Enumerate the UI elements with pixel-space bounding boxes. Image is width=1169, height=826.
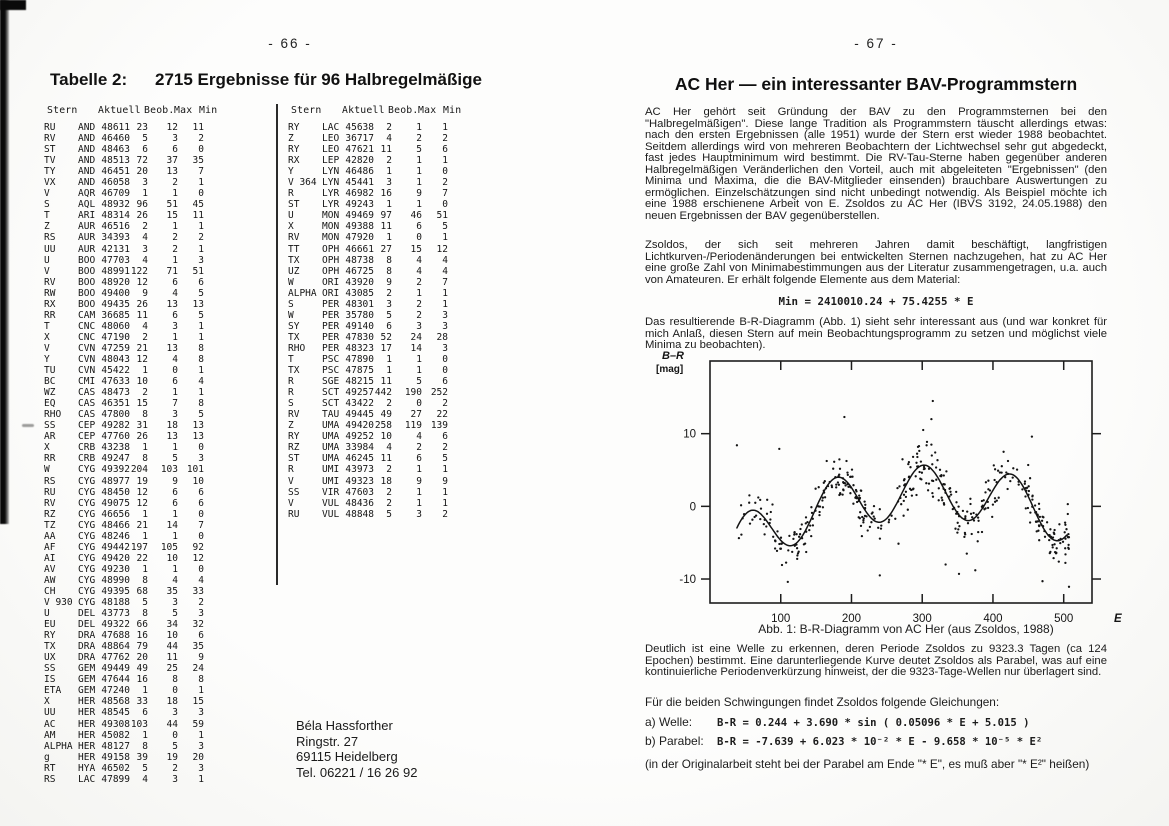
- paragraph-diagram: Das resultierende B-R-Diagramm (Abb. 1) sieht sehr interessant aus (und war konkret für mich Anlaß, diesen Stern auf mein Beobachtungsprogramm zu setzen und möglichst viele Minima zu beobachten).: [645, 316, 1107, 352]
- table-row: TY AND 46451 20 13 7: [44, 166, 204, 178]
- table-row: WZ CAS 48473 2 1 1: [44, 387, 204, 399]
- table-row: AF CYG 49442 197 105 92: [44, 541, 204, 553]
- table-row: U BOO 47703 4 1 3: [44, 254, 204, 266]
- table-row: T ARI 48314 26 15 11: [44, 210, 204, 222]
- table-row: RY DRA 47688 16 10 6: [44, 630, 204, 642]
- table-row: V 930 CYG 48188 5 3 2: [44, 597, 204, 609]
- x-axis-title: E: [1114, 613, 1122, 625]
- table-row: R UMI 43973 2 1 1: [288, 464, 448, 476]
- table-row: RY UMA 49252 10 4 6: [288, 431, 448, 443]
- author-contact-block: [296, 718, 417, 780]
- y-axis-title: B–R: [662, 350, 685, 362]
- column-header-aktuell: Aktuell: [98, 105, 141, 116]
- contact-line: 69115 Heidelberg: [296, 749, 398, 764]
- table-row: UX DRA 47762 20 11 9: [44, 652, 204, 664]
- table-row: R SGE 48215 11 5 6: [288, 376, 448, 388]
- table-row: RT HYA 46502 5 2 3: [44, 762, 204, 774]
- scan-edge-artifact-corner: [0, 0, 26, 10]
- table-row: V BOO 48991 122 71 51: [44, 265, 204, 277]
- table-row: RU VUL 48848 5 3 2: [288, 508, 448, 520]
- star-table-right-column: [288, 105, 463, 520]
- table-row: RR CRB 49247 8 5 3: [44, 453, 204, 465]
- column-header-beob: Beob.: [144, 105, 175, 116]
- table-row: Z LEO 36717 4 2 2: [288, 133, 448, 145]
- table-row: RR CAM 36685 11 6 5: [44, 309, 204, 321]
- column-header-beob: Beob.: [388, 105, 419, 116]
- column-header-min: Min: [199, 105, 218, 116]
- table-row: EQ CAS 46351 15 7 8: [44, 398, 204, 410]
- x-tick-label: 100: [771, 613, 791, 625]
- table-row: UU HER 48545 6 3 3: [44, 707, 204, 719]
- page-66: [30, 0, 570, 826]
- table-row: UU AUR 42131 3 2 1: [44, 243, 204, 255]
- table-row: RHO PER 48323 17 14 3: [288, 342, 448, 354]
- equation-wave-label: a) Welle:: [645, 715, 693, 729]
- table-row: RW BOO 49400 9 4 5: [44, 287, 204, 299]
- paragraph-zsoldos: Zsoldos, der sich seit mehreren Jahren damit beschäftigt, langfristigen Lichtkurven-/Periodenänderungen bei entwickelten Sternen nachzugehen, hat zu AC Her eine große Zahl von Minimabestimmungen aus der Literatur zusammengetragen, u.a. auch von Amateuren. Er erhält folgende Elemente aus dem Material:: [645, 239, 1107, 286]
- table-row: AV CYG 49230 1 1 0: [44, 563, 204, 575]
- scatter-points: [736, 400, 1070, 588]
- plot-frame: [710, 361, 1092, 603]
- erratum-note: (in der Originalarbeit steht bei der Parabel am Ende "* E", es muß aber "* E²" heißen): [645, 757, 1090, 771]
- contact-line: Tel. 06221 / 16 26 92: [296, 764, 418, 780]
- table-row: S PER 48301 3 2 1: [288, 298, 448, 310]
- table-row: TU CVN 45422 1 0 1: [44, 365, 204, 377]
- table-row: RHO CAS 47800 8 3 5: [44, 409, 204, 421]
- column-header-aktuell: Aktuell: [342, 105, 385, 116]
- table-row: AR CEP 47760 26 13 13: [44, 431, 204, 443]
- page-number: - 67 -: [854, 36, 898, 51]
- table-row: ALPHA ORI 43085 2 1 1: [288, 287, 448, 299]
- table-row: Y CVN 48043 12 4 8: [44, 353, 204, 365]
- table-row: RS LAC 47899 4 3 1: [44, 773, 204, 785]
- contact-line: Béla Hassforther: [296, 718, 393, 733]
- ephemeris-formula: Min = 2410010.24 + 75.4255 * E: [778, 295, 974, 308]
- table-row: AI CYG 49420 22 10 12: [44, 552, 204, 564]
- x-tick-label: 300: [912, 613, 932, 625]
- table-row: T CNC 48060 4 3 1: [44, 320, 204, 332]
- table-row: U DEL 43773 8 5 3: [44, 608, 204, 620]
- y-tick-label: 10: [683, 428, 696, 441]
- column-header-max: Max: [418, 105, 437, 116]
- table-row: V UMI 49323 18 9 9: [288, 475, 448, 487]
- column-header-max: Max: [174, 105, 193, 116]
- y-tick-label: 0: [689, 501, 696, 514]
- table-row: SY PER 49140 6 3 3: [288, 320, 448, 332]
- table-row: U MON 49469 97 46 51: [288, 210, 448, 222]
- table-row: V 364 LYN 45441 3 1 2: [288, 177, 448, 189]
- table-row: EU DEL 49322 66 34 32: [44, 619, 204, 631]
- y-tick-label: -10: [679, 574, 696, 587]
- table-row: R SCT 49257 442 190 252: [288, 387, 448, 399]
- table-row: VX AND 46058 3 2 1: [44, 177, 204, 189]
- table-row: S SCT 43422 2 0 2: [288, 398, 448, 410]
- table-row: S AQL 48932 96 51 45: [44, 199, 204, 211]
- table-row: RX BOO 49435 26 13 13: [44, 298, 204, 310]
- contact-line: Ringstr. 27: [296, 733, 359, 749]
- table-row: V AQR 46709 1 1 0: [44, 188, 204, 200]
- table-row: g HER 49158 39 19 20: [44, 751, 204, 763]
- table-row: Z UMA 49420 258 119 139: [288, 420, 448, 432]
- table-row: ETA GEM 47240 1 0 1: [44, 685, 204, 697]
- y-axis-unit: [mag]: [656, 364, 684, 375]
- table-row: W PER 35780 5 2 3: [288, 309, 448, 321]
- table-row: RV AND 46460 5 3 2: [44, 133, 204, 145]
- table-row: RZ UMA 33984 4 2 2: [288, 442, 448, 454]
- table-row: IS GEM 47644 16 8 8: [44, 674, 204, 686]
- table-row: AA CYG 48246 1 1 0: [44, 530, 204, 542]
- paragraph-intro: AC Her gehört seit Gründung der BAV zu den Programmsternen bei den "Halbregelmäßigen". Diese lange Tradition als Programmstern täuscht allerdings etwas: nach den ersten Ergebnissen (alle 1951) wurde der Stern erst wieder 1988 beobachtet. Seitdem allerdings wird von mehreren Beobachtern der Lichtwechsel sehr gut abgedeckt, fast jedes Hauptminimum wird bestimmt. Die RV-Tau-Sterne haben gegenüber anderen Halbregelmäßigen Veränderlichen den Vorteil, auch mit abgeleiteten "Ergebnissen" (den Minima und Maxima, die die BAV-Mitglieder einsenden) brauchbare Auswertungen zu ermöglichen. Einzelschätzungen sind nicht unbedingt notwendig. Als Beispiel möchte ich eine 1988 erschienene Arbeit von E. Zsoldos zu AC Her (IBVS 3192, 24.05.1988) den neuen Ergebnissen der BAV gegenüberstellen.: [645, 106, 1107, 222]
- table-row: RZ CYG 46656 1 1 0: [44, 508, 204, 520]
- star-table-left-column: [44, 105, 219, 785]
- table-row: R LYR 46982 16 9 7: [288, 188, 448, 200]
- br-diagram-chart: [640, 348, 1125, 643]
- table-row: AW CYG 48990 8 4 4: [44, 574, 204, 586]
- table-row: TX PSC 47875 1 1 0: [288, 365, 448, 377]
- paragraph-wave: Deutlich ist eine Welle zu erkennen, deren Periode Zsoldos zu 9323.3 Tagen (ca 124 Epochen) bestimmt. Eine darunterliegende Kurve deutet Zsoldos als Parabel, was auf eine kontinuierliche Periodenverkürzung hinweist, der die 9323-Tage-Wellen nur überlagert sind.: [645, 643, 1107, 679]
- table-row: SS GEM 49449 49 25 24: [44, 663, 204, 675]
- table-row: AC HER 49308 103 44 59: [44, 718, 204, 730]
- table-row: ST AND 48463 6 6 0: [44, 144, 204, 156]
- table-row: X CNC 47190 2 1 1: [44, 331, 204, 343]
- table-row: X CRB 43238 1 1 0: [44, 442, 204, 454]
- page-number: - 66 -: [268, 36, 312, 51]
- table-row: Z AUR 46516 2 1 1: [44, 221, 204, 233]
- equation-parabola-label: b) Parabel:: [645, 734, 704, 748]
- table-row: RY LAC 45638 2 1 1: [288, 122, 448, 133]
- x-tick-label: 400: [983, 613, 1003, 625]
- table-row: V VUL 48436 2 1 1: [288, 497, 448, 509]
- x-tick-label: 500: [1054, 613, 1074, 625]
- table-row: T PSC 47890 1 1 0: [288, 353, 448, 365]
- table-row: UZ OPH 46725 8 4 4: [288, 265, 448, 277]
- equation-parabola: [645, 734, 1107, 748]
- table-row: RX LEP 42820 2 1 1: [288, 155, 448, 167]
- table-row: W ORI 43920 9 2 7: [288, 276, 448, 288]
- table-header: [44, 105, 219, 122]
- figure-caption: Abb. 1: B-R-Diagramm von AC Her (aus Zsoldos, 1988): [758, 622, 1054, 636]
- table-row: TX DRA 48864 79 44 35: [44, 641, 204, 653]
- x-tick-label: 200: [841, 613, 862, 625]
- table-title-text: 2715 Ergebnisse für 96 Halbregelmäßige: [155, 70, 482, 89]
- table-row: TX OPH 48738 8 4 4: [288, 254, 448, 266]
- fit-curve: [737, 465, 1067, 546]
- table-title-label: Tabelle 2:: [50, 70, 128, 89]
- equation-wave: [645, 715, 1107, 729]
- table-row: RS AUR 34393 4 2 2: [44, 232, 204, 244]
- table-row: RV BOO 48920 12 6 6: [44, 276, 204, 288]
- table-row: RS CYG 48977 19 9 10: [44, 475, 204, 487]
- table-row: RV CYG 49075 12 6 6: [44, 497, 204, 509]
- table-row: RU AND 48611 23 12 11: [44, 122, 204, 133]
- table-row: TX PER 47830 52 24 28: [288, 331, 448, 343]
- equation-wave-text: B-R = 0.244 + 3.690 * sin ( 0.05096 * E + 5.015 ): [717, 717, 1030, 729]
- table-row: TZ CYG 48466 21 14 7: [44, 519, 204, 531]
- table-row: X MON 49388 11 6 5: [288, 221, 448, 233]
- table-header: [288, 105, 463, 122]
- table-row: BC CMI 47633 10 6 4: [44, 376, 204, 388]
- table-row: W CYG 49392 204 103 101: [44, 464, 204, 476]
- table-row: ALPHA HER 48127 8 5 3: [44, 740, 204, 752]
- table-row: SS CEP 49282 31 18 13: [44, 420, 204, 432]
- table-row: V CVN 47259 21 13 8: [44, 342, 204, 354]
- table-row: RV TAU 49445 49 27 22: [288, 409, 448, 421]
- equation-parabola-text: B-R = -7.639 + 6.023 * 10⁻² * E - 9.658 * 10⁻⁵ * E²: [717, 736, 1043, 748]
- table-row: Y LYN 46486 1 1 0: [288, 166, 448, 178]
- table-column-divider: [276, 104, 278, 585]
- column-header-min: Min: [443, 105, 462, 116]
- column-header-stern: Stern: [291, 105, 322, 116]
- table-row: TV AND 48513 72 37 35: [44, 155, 204, 167]
- table-row: RY LEO 47621 11 5 6: [288, 144, 448, 156]
- table-row: ST UMA 46245 11 6 5: [288, 453, 448, 465]
- table-row: ST LYR 49243 1 1 0: [288, 199, 448, 211]
- table-row: SS VIR 47603 2 1 1: [288, 486, 448, 498]
- table-row: CH CYG 49395 68 35 33: [44, 585, 204, 597]
- table-row: AM HER 45082 1 0 1: [44, 729, 204, 741]
- table-row: RU CYG 48450 12 6 6: [44, 486, 204, 498]
- scan-edge-artifact-left: [0, 0, 9, 524]
- column-header-stern: Stern: [47, 105, 78, 116]
- article-title: AC Her — ein interessanter BAV-Programmstern: [674, 74, 1078, 94]
- table-row: TT OPH 46661 27 15 12: [288, 243, 448, 255]
- table-row: X HER 48568 33 18 15: [44, 696, 204, 708]
- paragraph-equations-intro: Für die beiden Schwingungen findet Zsoldos folgende Gleichungen:: [645, 695, 1000, 709]
- table-row: RV MON 47920 1 0 1: [288, 232, 448, 244]
